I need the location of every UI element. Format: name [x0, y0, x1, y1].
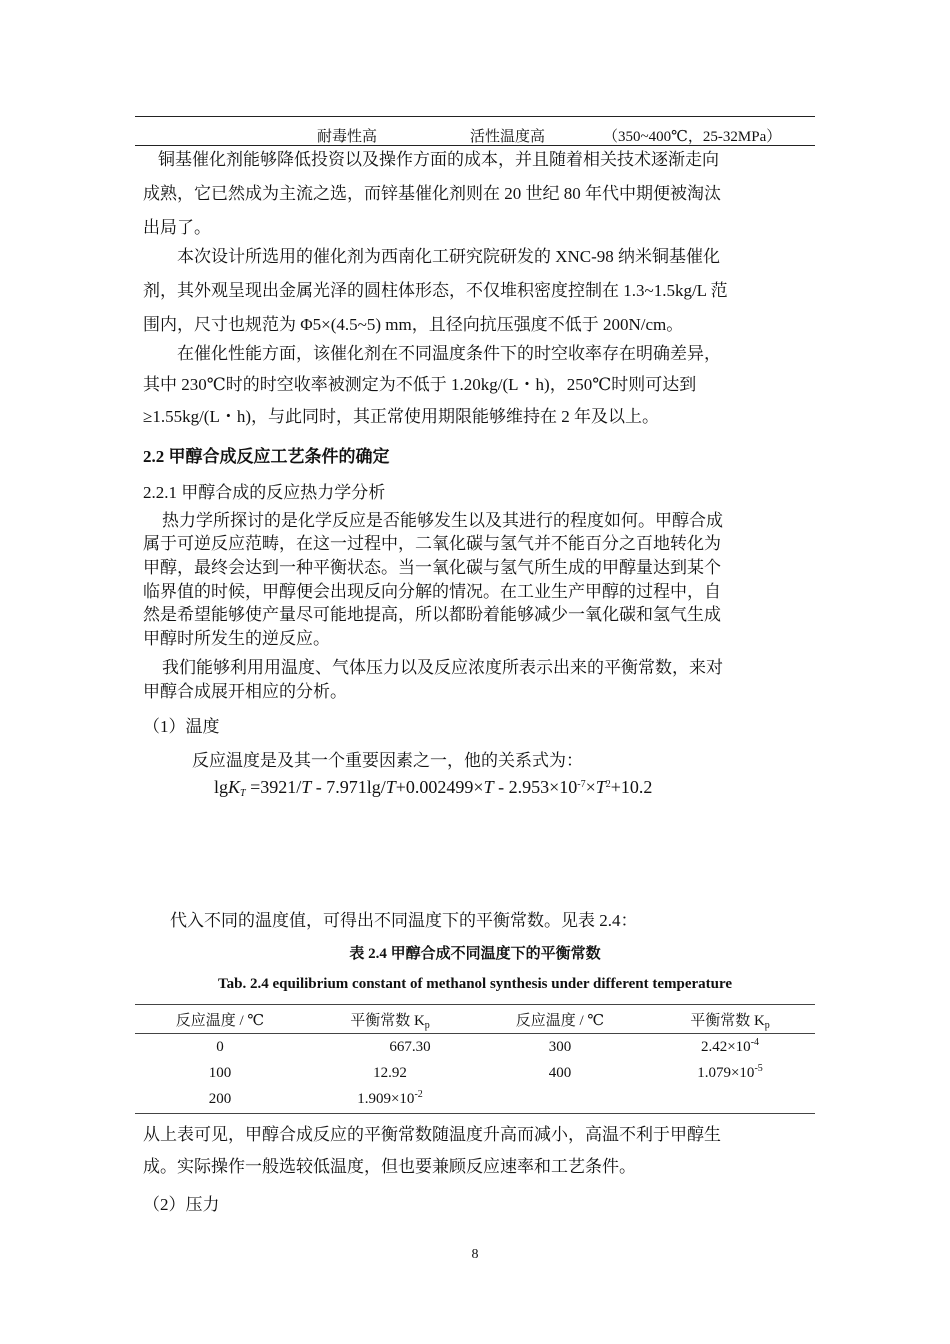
paragraph-line: 成。实际操作一般选较低温度，但也要兼顾反应速率和工艺条件。	[143, 1157, 636, 1176]
paragraph-line: 代入不同的温度值，可得出不同温度下的平衡常数。见表 2.4：	[170, 911, 638, 930]
paragraph-line: 剂，其外观呈现出金属光泽的圆柱体形态，不仅堆积密度控制在 1.3~1.5kg/L 范	[143, 281, 728, 300]
paragraph-line: 从上表可见，甲醇合成反应的平衡常数随温度升高而减小，高温不利于甲醇生	[143, 1125, 721, 1144]
equilibrium-table	[135, 1005, 815, 1112]
paragraph-line: 然是希望能够使产量尽可能地提高，所以都盼着能够减少一氧化碳和氢气生成	[143, 605, 721, 624]
table-header: 平衡常数 $K_p$	[645, 1005, 815, 1034]
table-header: 平衡常数 $K_p$	[305, 1005, 475, 1034]
section-heading: 2.2 甲醇合成反应工艺条件的确定	[143, 447, 390, 466]
paragraph-line: ≥1.55kg/(L・h)，与此同时，其正常使用期限能够维持在 2 年及以上。	[143, 407, 660, 426]
paragraph-line: 甲醇，最终会达到一种平衡状态。当一氧化碳与氢气所生成的甲醇量达到某个	[143, 558, 721, 577]
paragraph-line: 我们能够利用用温度、气体压力以及反应浓度所表示出来的平衡常数，来对	[162, 658, 723, 677]
paragraph-line: 临界值的时候，甲醇便会出现反向分解的情况。在工业生产甲醇的过程中，自	[143, 582, 721, 601]
table-header-row	[135, 1005, 815, 1034]
table-cell: $2.42\times 10^{-4}$	[700, 1036, 760, 1055]
table-row	[135, 1086, 815, 1112]
table-header: 反应温度 / ℃	[135, 1005, 305, 1034]
table-row	[135, 1034, 815, 1061]
table-cell: 667.30	[389, 1038, 431, 1055]
table-caption-en: Tab. 2.4 equilibrium constant of methanol synthesis under different temperature	[217, 976, 733, 992]
top-table-cell: （350~400℃，25-32MPa）	[603, 129, 782, 145]
subsection-heading: 2.2.1 甲醇合成的反应热力学分析	[143, 483, 386, 502]
table-bottom-rule	[135, 1113, 815, 1114]
item-label: （2）压力	[143, 1195, 220, 1214]
table-cell: $1.909\times 10^{-2}$	[357, 1088, 423, 1107]
paragraph-line: 出局了。	[143, 218, 211, 237]
paragraph-line: 围内，尺寸也规范为 Φ5×(4.5~5) mm，且径向抗压强度不低于 200N/cm。	[143, 315, 684, 334]
equation-intro: 反应温度是及其一个重要因素之一，他的关系式为：	[192, 751, 583, 770]
table-cell: 300	[548, 1038, 572, 1055]
table-header: 反应温度 / ℃	[475, 1005, 645, 1034]
paragraph-line: 本次设计所选用的催化剂为西南化工研究院研发的 XNC-98 纳米铜基催化	[177, 247, 721, 266]
table-cell: 200	[208, 1090, 232, 1107]
table-row	[135, 1060, 815, 1086]
equation: $\lg K_T =3921/T - 7.971\lg/T+0.002499\times T - 2.953\times 10^{-7}\times T^2+10.2$	[214, 777, 653, 799]
table-cell: 0	[216, 1038, 224, 1055]
top-table-cell: 活性温度高	[470, 129, 546, 145]
table-cell: 100	[208, 1064, 232, 1081]
table-caption-cn: 表 2.4 甲醇合成不同温度下的平衡常数	[349, 946, 601, 962]
table-cell: $1.079\times 10^{-5}$	[697, 1062, 763, 1081]
paragraph-line: 热力学所探讨的是化学反应是否能够发生以及其进行的程度如何。甲醇合成	[162, 511, 723, 530]
table-cell	[645, 1086, 815, 1112]
paragraph-line: 在催化性能方面，该催化剂在不同温度条件下的时空收率存在明确差异，	[177, 344, 721, 363]
page-number: 8	[471, 1247, 479, 1262]
table-top-rule	[135, 116, 815, 117]
item-label: （1）温度	[143, 717, 220, 736]
paragraph-line: 属于可逆反应范畴，在这一过程中，二氧化碳与氢气并不能百分之百地转化为	[143, 534, 721, 553]
paragraph-line: 其中 230℃时的时空收率被测定为不低于 1.20kg/(L・h)，250℃时则可达到	[143, 375, 697, 394]
paragraph-line: 甲醇时所发生的逆反应。	[143, 629, 330, 648]
paragraph-line: 铜基催化剂能够降低投资以及操作方面的成本，并且随着相关技术逐渐走向	[158, 150, 719, 169]
paragraph-line: 甲醇合成展开相应的分析。	[143, 682, 347, 701]
table-cell: 400	[548, 1064, 572, 1081]
top-table-cell: 耐毒性高	[317, 129, 378, 145]
paragraph-line: 成熟，它已然成为主流之选，而锌基催化剂则在 20 世纪 80 年代中期便被淘汰	[143, 184, 721, 203]
table-cell: 12.92	[373, 1064, 407, 1081]
table-cell	[475, 1086, 645, 1112]
